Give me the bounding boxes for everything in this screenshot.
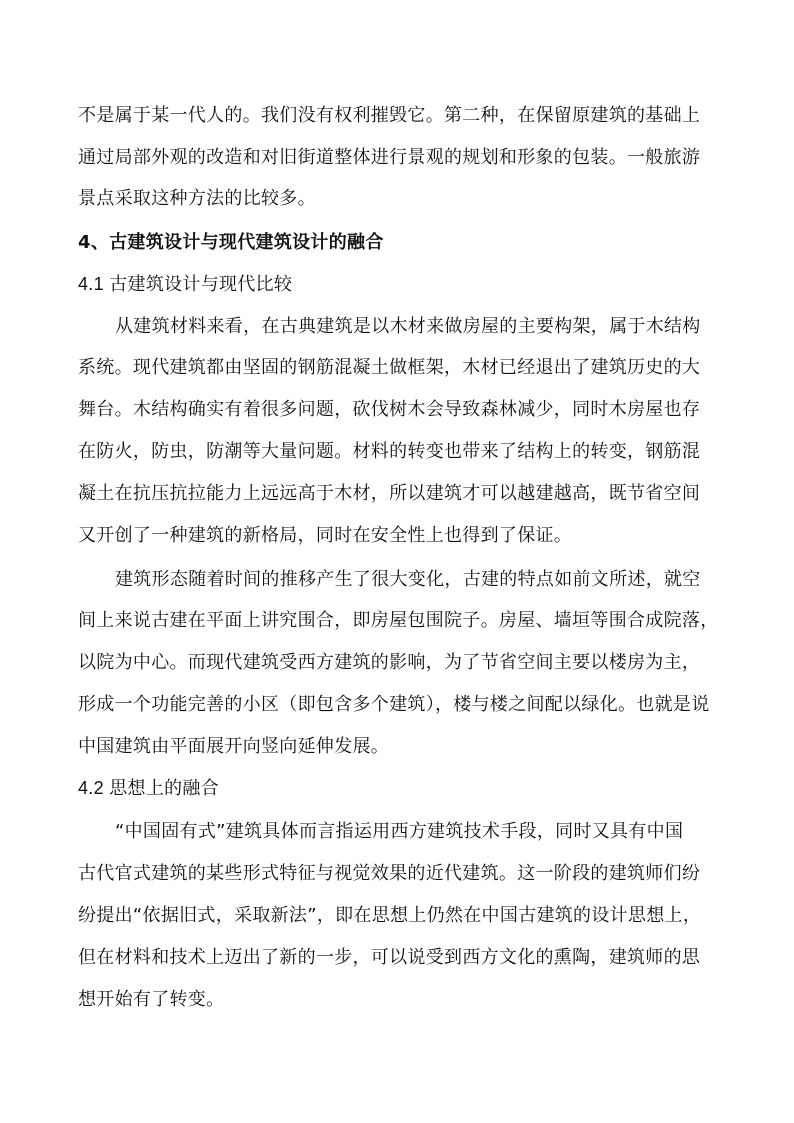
body-text-line: 间上来说古建在平面上讲究围合，即房屋包围院子。房屋、墙垣等围合成院落， xyxy=(78,610,719,631)
body-text-line: 通过局部外观的改造和对旧街道整体进行景观的规划和形象的包装。一般旅游 xyxy=(78,147,701,168)
body-text-line: 又开创了一种建筑的新格局，同时在安全性上也得到了保证。 xyxy=(78,525,573,546)
subsection-heading: 4.1 古建筑设计与现代比较 xyxy=(78,274,293,294)
body-text-line: 舞台。木结构确实有着很多问题，砍伐树木会导致森林减少，同时木房屋也存 xyxy=(78,399,701,420)
body-text-line: 形成一个功能完善的小区（即包含多个建筑），楼与楼之间配以绿化。也就是说 xyxy=(78,694,710,715)
paragraph-first-line: 从建筑材料来看，在古典建筑是以木材来做房屋的主要构架，属于木结构 xyxy=(115,316,701,337)
subsection-heading: 4.2 思想上的融合 xyxy=(78,778,220,798)
body-text-line: 纷提出“依据旧式，采取新法”，即在思想上仍然在中国古建筑的设计思想上， xyxy=(78,905,702,926)
body-text-line: 系统。现代建筑都由坚固的钢筋混凝土做框架，木材已经退出了建筑历史的大 xyxy=(78,357,701,378)
body-text-line: 古代官式建筑的某些形式特征与视觉效果的近代建筑。这一阶段的建筑师们纷 xyxy=(78,863,701,884)
body-text-line: 但在材料和技术上迈出了新的一步，可以说受到西方文化的熏陶，建筑师的思 xyxy=(78,947,701,968)
body-text-line: 凝土在抗压抗拉能力上远远高于木材，所以建筑才可以越建越高，既节省空间 xyxy=(78,483,701,504)
body-text-line: 景点采取这种方法的比较多。 xyxy=(78,188,316,209)
body-text-line: 想开始有了转变。 xyxy=(78,989,225,1010)
paragraph-first-line: 建筑形态随着时间的推移产生了很大变化，古建的特点如前文所述，就空 xyxy=(115,569,701,590)
body-text-line: 不是属于某一代人的。我们没有权利摧毁它。第二种，在保留原建筑的基础上 xyxy=(78,105,701,126)
body-text-line: 在防火，防虫，防潮等大量问题。材料的转变也带来了结构上的转变，钢筋混 xyxy=(78,441,701,462)
body-text-line: 以院为中心。而现代建筑受西方建筑的影响，为了节省空间主要以楼房为主， xyxy=(78,652,701,673)
section-heading: 4、古建筑设计与现代建筑设计的融合 xyxy=(78,232,384,253)
paragraph-first-line: “中国固有式”建筑具体而言指运用西方建筑技术手段，同时又具有中国 xyxy=(115,821,684,842)
body-text-line: 中国建筑由平面展开向竖向延伸发展。 xyxy=(78,736,390,757)
